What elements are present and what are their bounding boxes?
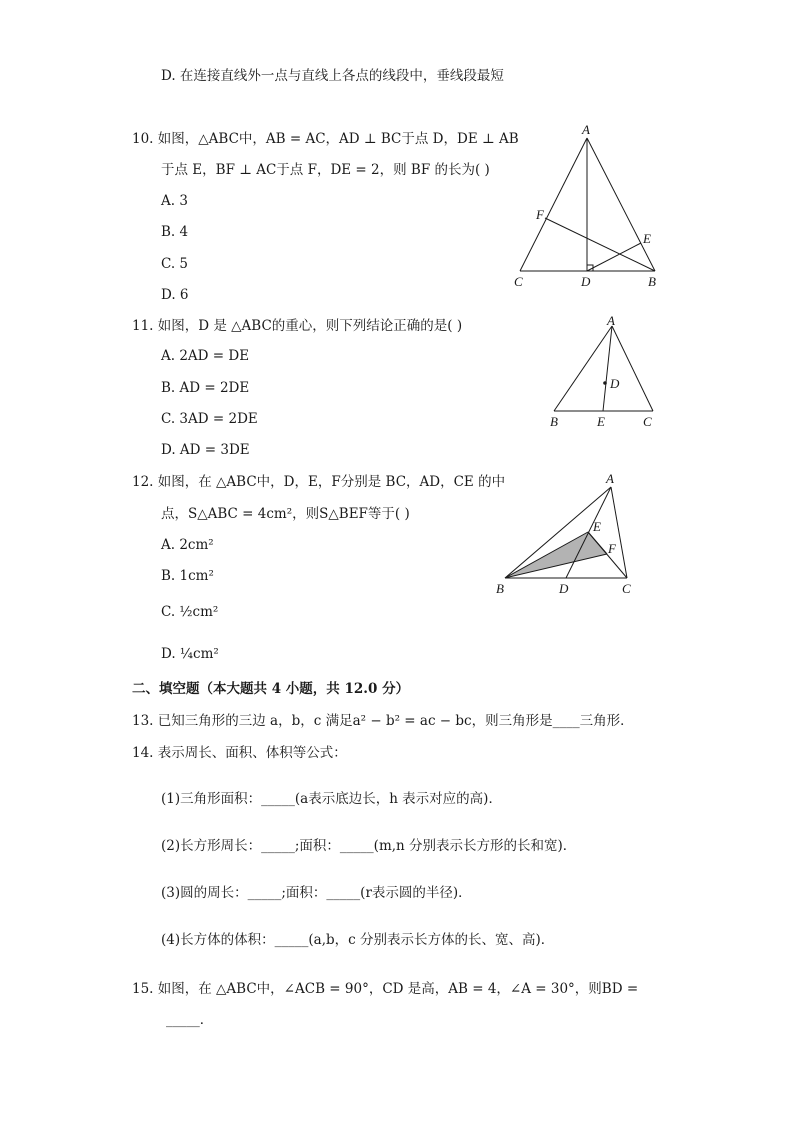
q14-part4: (4)长方体的体积：_____(a,b，c 分别表示长方体的长、宽、高)． [161,932,555,948]
q14-stem: 14. 表示周长、面积、体积等公式： [132,745,347,761]
q12-label-f: F [608,541,616,556]
q10-label-a: A [582,122,590,137]
q11-label-c: C [643,414,652,429]
q10-option-d: D. 6 [161,287,189,303]
q9-option-d: D. 在连接直线外一点与直线上各点的线段中，垂线段最短 [161,68,504,84]
q12-label-c: C [622,581,631,596]
q12-option-d: D. ¼cm² [161,646,219,662]
q12-option-c: C. ½cm² [161,604,219,620]
q12-side-ac [611,487,627,578]
q10-label-d: D [581,274,591,289]
q11-label-e: E [597,414,605,429]
q11-label-a: A [607,313,615,328]
q10-label-b: B [648,274,656,289]
q10-option-b: B. 4 [161,224,189,240]
q15-stem: 15. 如图，在 △ABC中，∠ACB = 90°，CD 是高，AB = 4，∠A = 30°，则BD = [132,981,639,997]
q12-shaded-triangle-bef [505,532,607,578]
q11-option-a: A. 2AD = DE [161,348,250,364]
q12-option-a: A. 2cm² [161,537,214,553]
q14-part3: (3)圆的周长：_____;面积：_____(r表示圆的半径)． [161,885,472,901]
q10-stem-line2: 于点 E，BF ⊥ AC于点 F，DE = 2，则 BF 的长为( ) [161,162,490,178]
q11-option-d: D. AD = 3DE [161,442,250,458]
q15-answer-blank: _____． [166,1012,214,1028]
q14-part2: (2)长方形周长：_____;面积：_____(m,n 分别表示长方形的长和宽)． [161,838,577,854]
q11-option-c: C. 3AD = 2DE [161,411,258,427]
q12-stem-line1: 12. 如图，在 △ABC中，D，E，F分别是 BC，AD，CE 的中 [132,474,506,490]
q10-label-e: E [643,231,651,246]
q12-option-b: B. 1cm² [161,568,214,584]
q11-label-b: B [550,414,558,429]
q10-option-c: C. 5 [161,256,189,272]
q12-label-d: D [559,581,569,596]
q11-option-b: B. AD = 2DE [161,380,250,396]
q10-stem-line1: 10. 如图，△ABC中，AB = AC，AD ⊥ BC于点 D，DE ⊥ AB [132,131,519,147]
q10-label-c: C [514,274,523,289]
q11-stem: 11. 如图，D 是 △ABC的重心，则下列结论正确的是( ) [132,318,463,334]
section-heading-fill-in: 二、填空题（本大题共 4 小题，共 12.0 分） [132,681,410,697]
q12-stem-line2: 点，S△ABC = 4cm²，则S△BEF等于( ) [161,506,410,522]
q12-label-b: B [496,581,504,596]
q13-stem: 13. 已知三角形的三边 a，b，c 满足a² − b² = ac − bc，则三角形是____三角形． [132,713,634,729]
q12-label-a: A [606,471,614,486]
q12-label-e: E [593,519,601,534]
q14-part1: (1)三角形面积：_____(a表示底边长，h 表示对应的高)． [161,791,502,807]
q10-label-f: F [536,207,544,222]
q11-label-d: D [610,376,620,391]
q10-option-a: A. 3 [161,193,188,209]
